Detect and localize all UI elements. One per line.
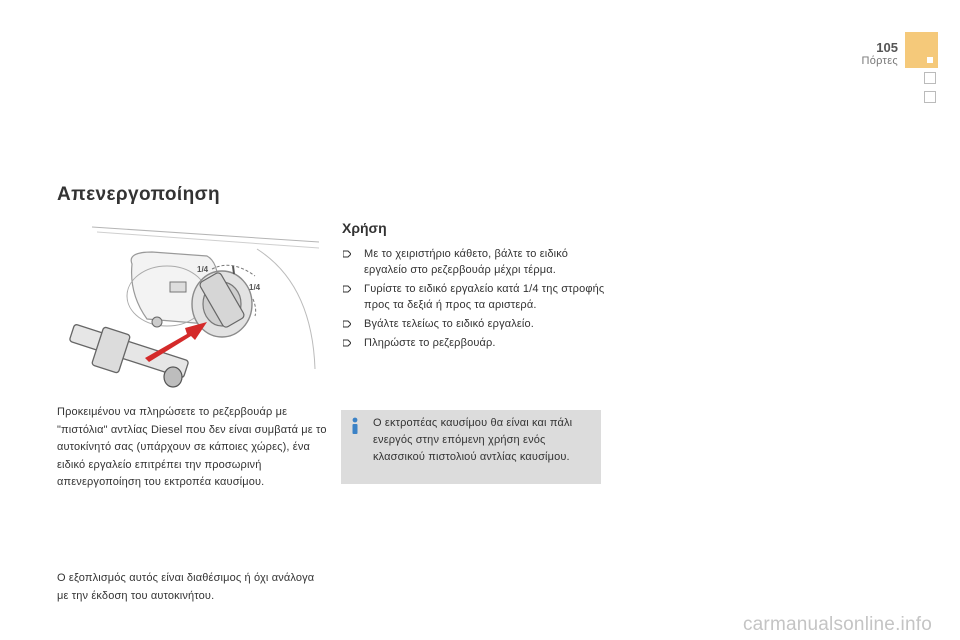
chapter-tab-active	[905, 32, 938, 68]
pointing-hand-icon	[343, 249, 351, 259]
pointing-hand-icon	[343, 319, 351, 329]
usage-step-text: Γυρίστε το ειδικό εργαλείο κατά 1/4 της στροφής προς τα δεξιά ή προς τα αριστερά.	[364, 283, 605, 311]
usage-step-text: Πληρώστε το ρεζερβουάρ.	[364, 337, 496, 349]
info-box	[341, 410, 601, 484]
pointing-hand-icon	[343, 284, 351, 294]
usage-step	[342, 335, 612, 351]
tab-marker	[927, 57, 933, 63]
fuel-filler-illustration	[57, 224, 319, 399]
usage-step	[342, 246, 612, 278]
availability-note: Ο εξοπλισμός αυτός είναι διαθέσιμος ή όχι ανάλογα με την έκδοση του αυτοκινήτου.	[57, 572, 315, 602]
rotation-label-right: 1/4	[249, 283, 261, 292]
page-heading: Απενεργοποίηση	[57, 184, 220, 205]
special-tool-diagram	[57, 224, 319, 394]
intro-paragraph: Προκειμένου να πληρώσετε το ρεζερβουάρ με "πιστόλια" αντλίας Diesel που δεν είναι συμβατά με το αυτοκίνητό σας (υπάρχουν σε κάποιες χώρες), ένα ειδικό εργαλείο επιτρέπει την προσωρινή απενεργοποίηση του εκτροπέα καυσίμου.	[57, 406, 327, 489]
info-icon	[347, 417, 363, 435]
usage-step-text: Βγάλτε τελείως το ειδικό εργαλείο.	[364, 318, 535, 330]
section-title: Πόρτες	[861, 55, 898, 67]
page-number: 105	[876, 40, 898, 55]
usage-step-text: Με το χειριστήριο κάθετο, βάλτε το ειδικό εργαλείο στο ρεζερβουάρ μέχρι τέρμα.	[364, 248, 569, 276]
usage-steps	[342, 246, 612, 354]
info-text: Ο εκτροπέας καυσίμου θα είναι και πάλι ενεργός στην επόμενη χρήση ενός κλασσικού πιστολιού αντλίας καυσίμου.	[373, 417, 573, 463]
chapter-tab	[924, 91, 936, 103]
rotation-label-left: 1/4	[197, 265, 209, 274]
pointing-hand-icon	[343, 338, 351, 348]
usage-title: Χρήση	[342, 220, 387, 236]
usage-step	[342, 316, 612, 332]
watermark: carmanualsonline.info	[742, 614, 932, 635]
usage-step	[342, 281, 612, 313]
chapter-tab	[924, 72, 936, 84]
